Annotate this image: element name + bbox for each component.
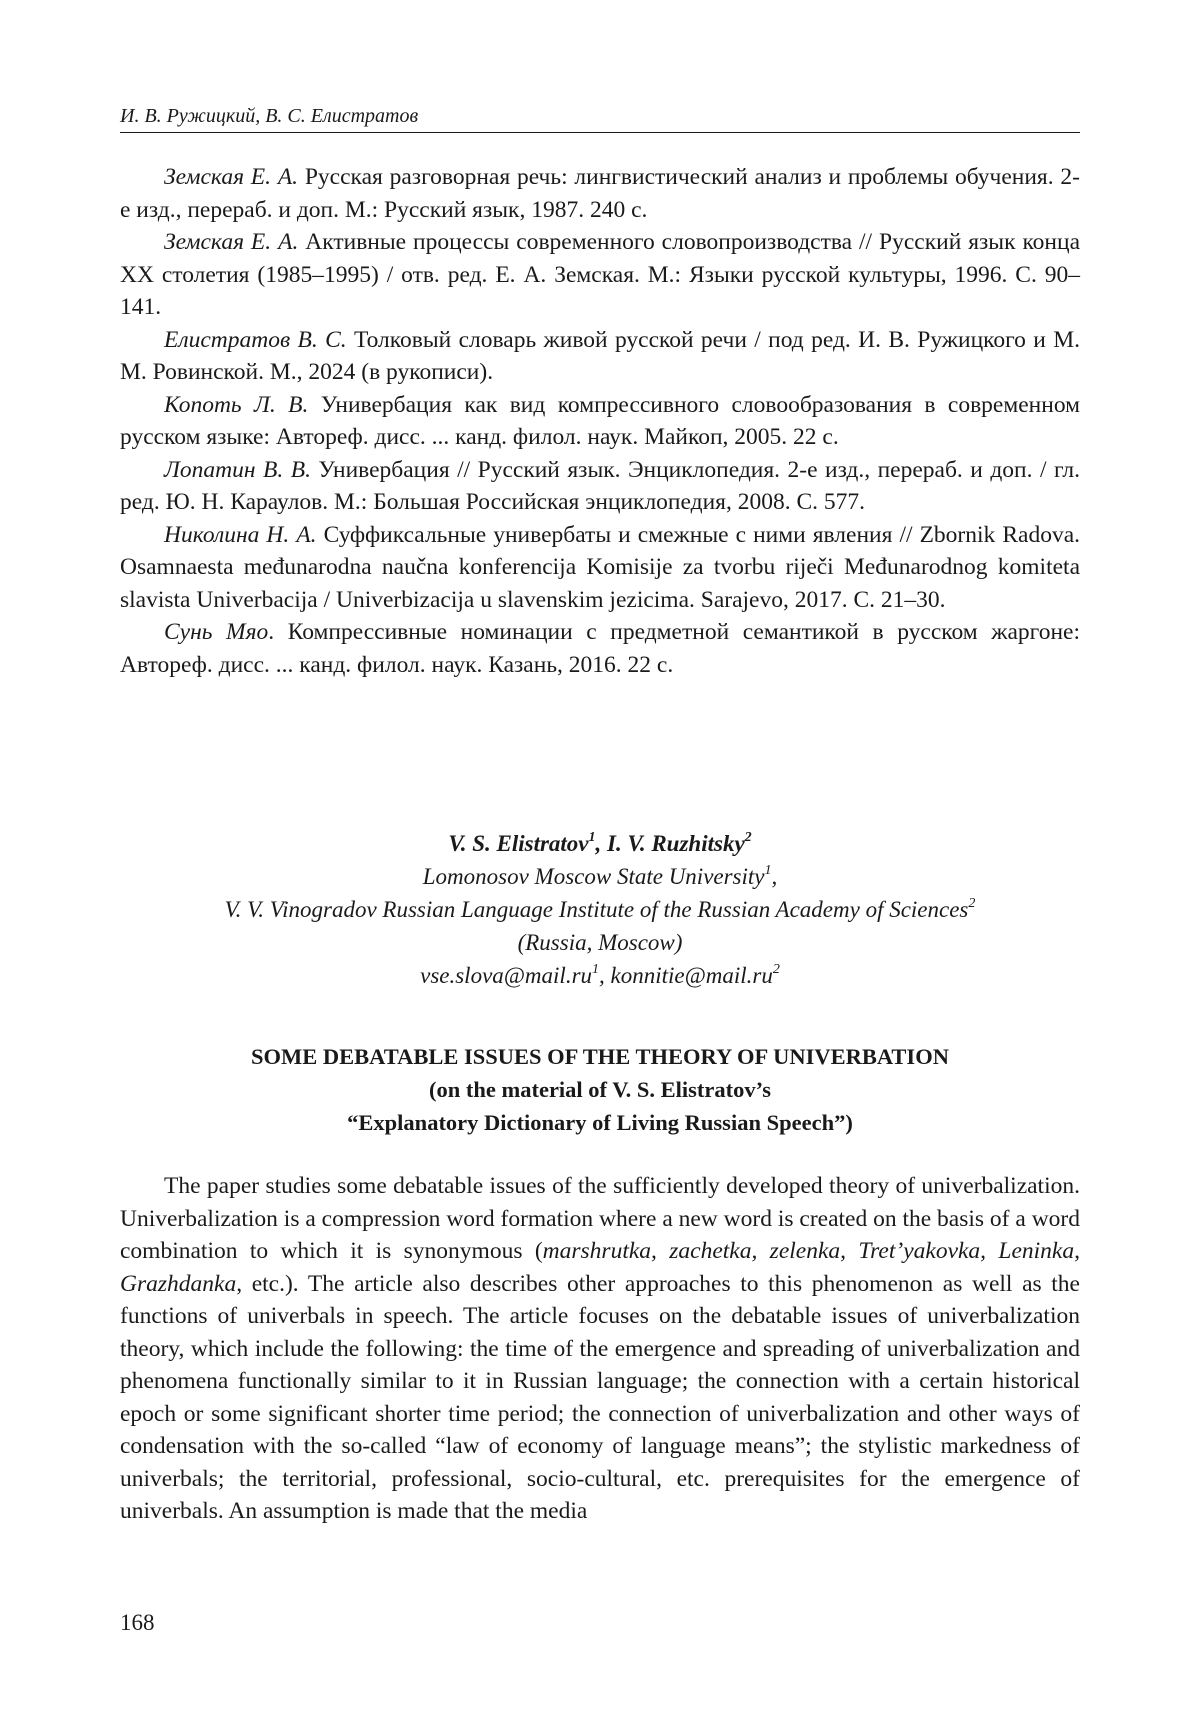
reference-text: Суффиксальные универбаты и смежные с ними явления // Zbornik Radova. Osamnaesta međunarodna naučna konferencija Komisije za tvorbu riječi Međunarodnog komiteta slavista Univerbacija / Univerbizacija u slavenskim jezicima. Sarajevo, 2017. С. 21–30. bbox=[120, 521, 1080, 613]
author-names bbox=[120, 827, 1080, 860]
title-line: (on the material of V. S. Elistratov’s bbox=[428, 1077, 772, 1102]
running-head: И. В. Ружицкий, В. С. Елистратов bbox=[120, 104, 1080, 133]
reference-item bbox=[120, 161, 1080, 226]
author-name: V. S. Elistratov bbox=[448, 831, 589, 856]
title-line: “Explanatory Dictionary of Living Russian Speech”) bbox=[347, 1110, 853, 1135]
author-superscript: 1 bbox=[588, 830, 596, 846]
reference-text: Универбация // Русский язык. Энциклопедия. 2-е изд., перераб. и доп. / гл. ред. Ю. Н. Караулов. М.: Большая Российская энциклопедия, 2008. С. 577. bbox=[120, 456, 1080, 515]
reference-text: . Компрессивные номинации с предметной семантикой в русском жаргоне: Автореф. дисс. ... канд. филол. наук. Казань, 2016. 22 с. bbox=[120, 619, 1080, 678]
reference-text: Универбация как вид компрессивного словообразования в современном русском языке: Автореф. дисс. ... канд. филол. наук. Майкоп, 2005. 22 с. bbox=[120, 391, 1080, 450]
abstract-text: , etc.). The article also describes other approaches to this phenomenon as well as the functions of univerbals in speech. The article focuses on the debatable issues of univerbalization theory, which include the following: the time of the emergence and spreading of univerbalization and phenomena functionally similar to it in Russian language; the connection with a certain historical epoch or some significant shorter time period; the connection of univerbalization and other ways of condensation with the so-called “law of economy of language means”; the stylistic markedness of univerbals; the territorial, professional, socio-cultural, etc. prerequisites for the emergence of univerbals. An assumption is made that the media bbox=[120, 1270, 1080, 1524]
reference-author: Земская Е. А. bbox=[164, 164, 299, 190]
affiliation-line bbox=[120, 860, 1080, 893]
email-superscript: 2 bbox=[772, 962, 780, 978]
author-separator: , bbox=[595, 831, 608, 856]
reference-author: Лопатин В. В. bbox=[164, 456, 311, 483]
reference-item bbox=[120, 324, 1080, 389]
reference-item bbox=[120, 616, 1080, 681]
abstract-examples: marshrutka, zachetka, zelenka, Tret’yakovka, Leninka, Grazhdanka bbox=[120, 1238, 1080, 1297]
author-superscript: 2 bbox=[744, 830, 752, 846]
email-superscript: 1 bbox=[592, 962, 600, 978]
reference-author: Копоть Л. В. bbox=[164, 391, 309, 418]
organization-tail: , bbox=[771, 864, 778, 889]
abstract-paragraph bbox=[120, 1170, 1080, 1528]
organization-name: V. V. Vinogradov Russian Language Institute of the Russian Academy of Sciences bbox=[224, 897, 969, 922]
abstract-text: The paper studies some debatable issues of the sufficiently developed theory of univerbalization. Univerbalization is a compression word formation where a new word is created on the basis of a word combination to which it is synonymous ( bbox=[120, 1173, 1080, 1264]
reference-list bbox=[120, 161, 1080, 681]
title-line: SOME DEBATABLE ISSUES OF THE THEORY OF UNIVERBATION bbox=[251, 1044, 949, 1069]
reference-text: Толковый словарь живой русской речи / под ред. И. В. Ружицкого и М. М. Ровинской. М., 2024 (в рукописи). bbox=[120, 326, 1080, 385]
organization-superscript: 2 bbox=[968, 896, 976, 912]
reference-item bbox=[120, 454, 1080, 519]
reference-item bbox=[120, 226, 1080, 324]
affiliation-line bbox=[120, 893, 1080, 926]
reference-author: Сунь Мяо bbox=[164, 619, 269, 645]
organization-name: Lomonosov Moscow State University bbox=[422, 864, 765, 889]
page-number: 168 bbox=[120, 1610, 155, 1635]
author-name: I. V. Ruzhitsky bbox=[607, 831, 745, 856]
author-affiliation-block bbox=[120, 827, 1080, 992]
reference-author: Земская Е. А. bbox=[164, 229, 299, 255]
email-address: konnitie@mail.ru bbox=[610, 963, 773, 988]
email-line bbox=[120, 959, 1080, 992]
reference-author: Николина Н. А. bbox=[164, 521, 317, 548]
reference-text: Русская разговорная речь: лингвистический анализ и проблемы обучения. 2-е изд., перераб. и доп. М.: Русский язык, 1987. 240 с. bbox=[120, 164, 1080, 223]
location-line: (Russia, Moscow) bbox=[517, 930, 683, 955]
article-title bbox=[120, 1040, 1080, 1139]
reference-item bbox=[120, 519, 1080, 617]
reference-author: Елистратов В. С. bbox=[164, 326, 347, 353]
reference-text: Активные процессы современного словопроизводства // Русский язык конца XX столетия (1985–1995) / отв. ред. Е. А. Земская. М.: Языки русской культуры, 1996. С. 90–141. bbox=[120, 229, 1080, 320]
email-address: vse.slova@mail.ru bbox=[420, 963, 593, 988]
organization-superscript: 1 bbox=[764, 863, 772, 879]
reference-item bbox=[120, 389, 1080, 454]
email-separator: , bbox=[599, 963, 611, 988]
